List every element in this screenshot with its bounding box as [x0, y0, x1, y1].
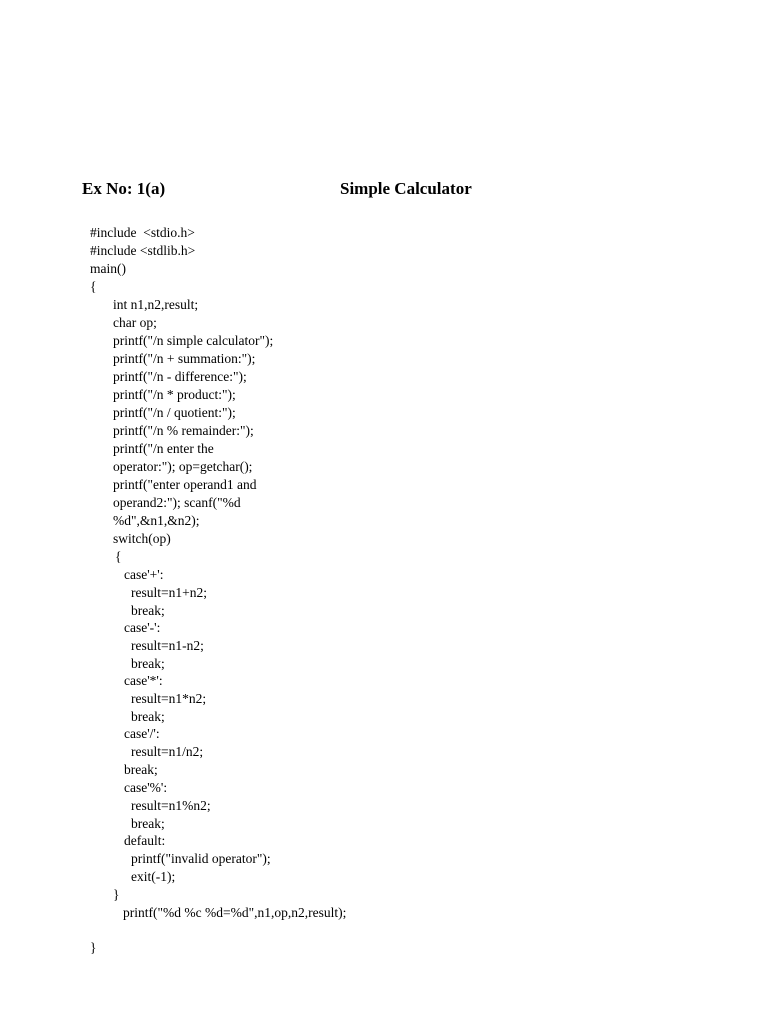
- code-line: printf("enter operand1 and: [113, 477, 257, 492]
- code-line: result=n1/n2;: [131, 744, 204, 759]
- code-line: printf("/n * product:");: [113, 387, 236, 402]
- code-line: operator:"); op=getchar();: [113, 459, 253, 474]
- code-line: default:: [124, 833, 166, 848]
- code-line: int n1,n2,result;: [113, 297, 199, 312]
- code-line: #include <stdio.h>: [90, 225, 195, 240]
- code-line: case'*':: [124, 673, 163, 688]
- code-line: #include <stdlib.h>: [90, 243, 196, 258]
- code-line: printf("/n simple calculator");: [113, 333, 274, 348]
- code-line: case'/':: [124, 726, 160, 741]
- code-line: char op;: [113, 315, 157, 330]
- code-line: result=n1+n2;: [131, 585, 207, 600]
- code-line: printf("/n / quotient:");: [113, 405, 236, 420]
- code-line: switch(op): [113, 531, 171, 546]
- code-line: %d",&n1,&n2);: [113, 513, 200, 528]
- code-line: printf("%d %c %d=%d",n1,op,n2,result);: [123, 905, 347, 920]
- code-line: result=n1%n2;: [131, 798, 211, 813]
- code-line: printf("/n enter the: [113, 441, 214, 456]
- code-line: break;: [124, 762, 158, 777]
- code-line: break;: [131, 709, 165, 724]
- code-line: main(): [90, 261, 126, 276]
- code-line: result=n1*n2;: [131, 691, 207, 706]
- exercise-number: Ex No: 1(a): [82, 179, 166, 198]
- code-line: printf("invalid operator");: [131, 851, 271, 866]
- code-line: }: [90, 940, 97, 955]
- code-line: break;: [131, 656, 165, 671]
- code-line: printf("/n + summation:");: [113, 351, 256, 366]
- code-line: exit(-1);: [131, 869, 176, 884]
- code-line: break;: [131, 816, 165, 831]
- code-line: result=n1-n2;: [131, 638, 204, 653]
- code-line: {: [90, 279, 97, 294]
- code-line: {: [115, 549, 122, 564]
- code-line: printf("/n % remainder:");: [113, 423, 254, 438]
- code-line: operand2:"); scanf("%d: [113, 495, 241, 510]
- code-line: printf("/n - difference:");: [113, 369, 247, 384]
- code-line: break;: [131, 603, 165, 618]
- code-line: case'%':: [124, 780, 168, 795]
- code-line: case'-':: [124, 620, 161, 635]
- code-line: }: [113, 887, 120, 902]
- code-line: case'+':: [124, 567, 164, 582]
- document-title: Simple Calculator: [340, 179, 472, 198]
